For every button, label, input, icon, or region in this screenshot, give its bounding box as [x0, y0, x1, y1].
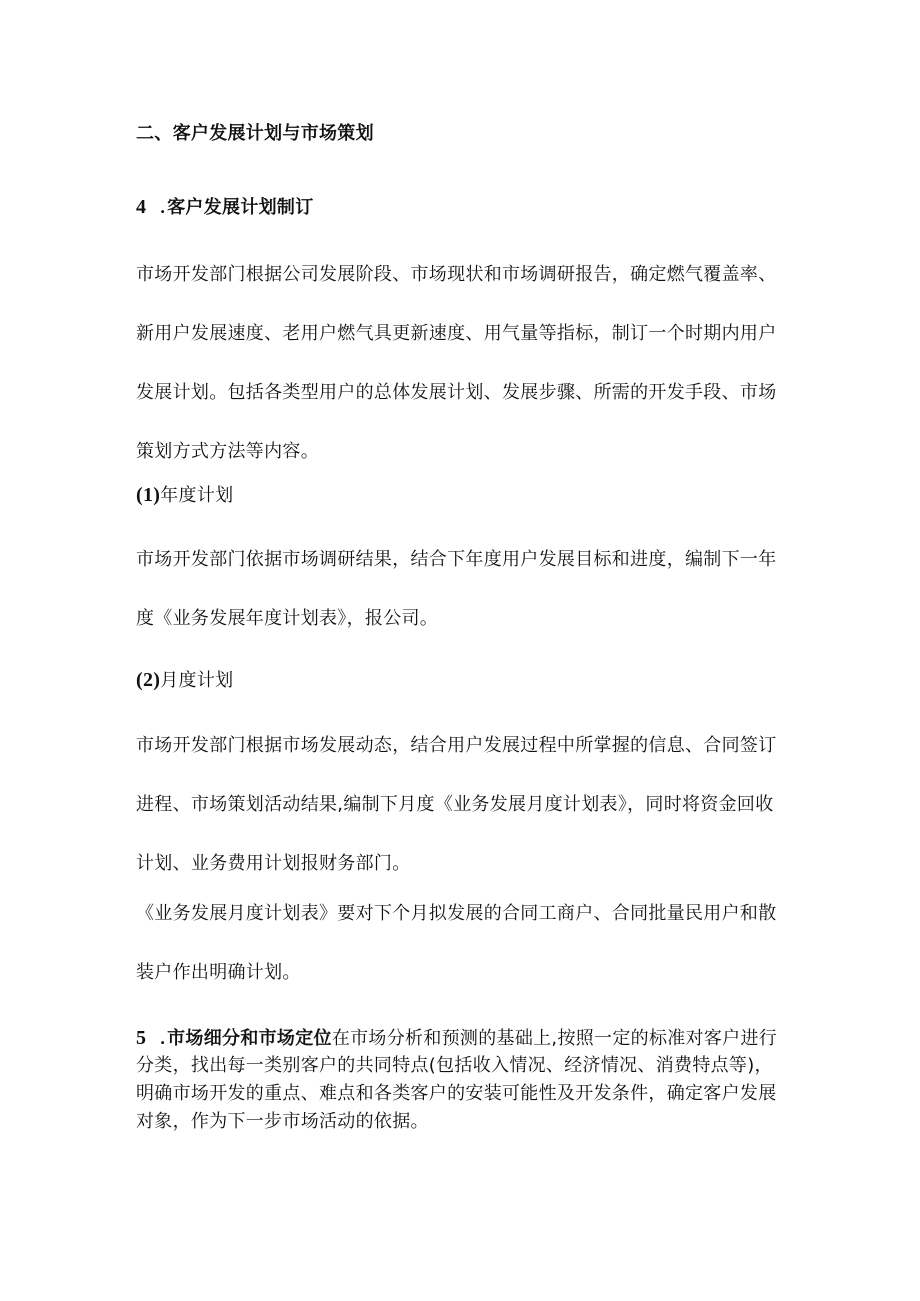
paragraph-line: 市场开发部门根据市场发展动态，结合用户发展过程中所掌握的信息、合同签订 — [136, 735, 777, 756]
sub-2-body — [136, 716, 792, 893]
section-4-heading — [136, 195, 792, 220]
section-5-title: 市场细分和市场定位 — [167, 1028, 332, 1049]
paragraph-line: 新用户发展速度、老用户燃气具更新速度、用气量等指标，制订一个时期内用户 — [136, 323, 777, 344]
paragraph-line: 策划方式方法等内容。 — [136, 441, 319, 462]
section-5-number: 5 — [136, 1027, 147, 1049]
paragraph-line: 装户作出明确计划。 — [136, 962, 301, 983]
section-4-dot: . — [160, 197, 166, 217]
sub-1-number: (1) — [136, 484, 161, 506]
section-4-body — [136, 245, 792, 481]
section-5-block — [136, 1024, 792, 1136]
sub-1-heading — [136, 483, 792, 508]
paragraph-line: 明确市场开发的重点、难点和各类客户的安装可能性及开发条件，确定客户发展 — [136, 1083, 777, 1104]
sub-2-title: 月度计划 — [160, 670, 234, 691]
section-2-title: 二、客户发展计划与市场策划 — [136, 123, 374, 144]
sub-1-body — [136, 530, 792, 648]
paragraph-line: 对象，作为下一步市场活动的依据。 — [136, 1111, 429, 1132]
section-4-title: 客户发展计划制订 — [167, 197, 314, 218]
paragraph-line: 度《业务发展年度计划表》，报公司。 — [136, 608, 439, 629]
paragraph-line: 发展计划。包括各类型用户的总体发展计划、发展步骤、所需的开发手段、市场 — [136, 382, 777, 403]
paragraph-line: 市场开发部门根据公司发展阶段、市场现状和市场调研报告，确定燃气覆盖率、 — [136, 264, 777, 285]
section-5-first-line — [136, 1024, 792, 1052]
paragraph-line: 分类，找出每一类别客户的共同特点(包括收入情况、经济情况、消费特点等)， — [136, 1055, 773, 1076]
paragraph-line: 《业务发展月度计划表》要对下个月拟发展的合同工商户、合同批量民用户和散 — [136, 903, 777, 924]
sub-1-title: 年度计划 — [160, 485, 234, 506]
section-2-heading — [136, 122, 792, 146]
paragraph-line: 进程、市场策划活动结果,编制下月度《业务发展月度计划表》，同时将资金回收 — [136, 794, 774, 815]
section-5-first-line-text: 在市场分析和预测的基础上,按照一定的标准对客户进行 — [331, 1028, 778, 1049]
sub-2-heading — [136, 668, 792, 693]
paragraph-line: 市场开发部门依据市场调研结果，结合下年度用户发展目标和进度，编制下一年 — [136, 549, 777, 570]
paragraph-line: 计划、业务费用计划报财务部门。 — [136, 853, 411, 874]
sub-2-number: (2) — [136, 669, 161, 691]
sub-2-note — [136, 884, 792, 1002]
section-5-dot: . — [160, 1028, 166, 1048]
section-4-number: 4 — [136, 196, 147, 218]
